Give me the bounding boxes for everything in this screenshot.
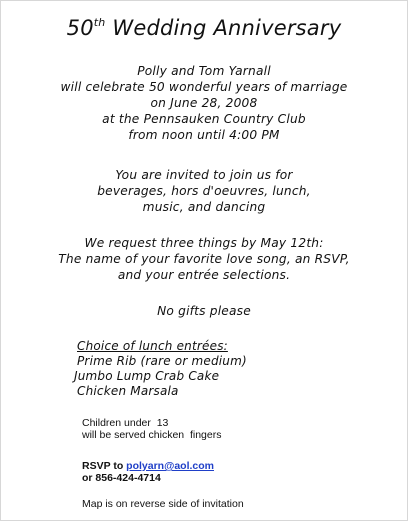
menu-item: Prime Rib (rare or medium) — [77, 354, 247, 368]
children-note-line: Children under 13 — [82, 417, 169, 429]
children-note — [82, 417, 221, 441]
page-title — [1, 15, 407, 41]
request-line: We request three things by May 12th: — [84, 236, 324, 250]
title-ordinal-suffix: th — [93, 16, 106, 29]
menu-item: Chicken Marsala — [77, 384, 179, 398]
menu-item: Jumbo Lump Crab Cake — [74, 369, 220, 383]
invite-line: You are invited to join us for — [115, 168, 293, 182]
entree-menu — [74, 339, 247, 399]
couple-line: will celebrate 50 wonderful years of marriage — [60, 80, 348, 94]
couple-line: Polly and Tom Yarnall — [137, 64, 271, 78]
couple-line: at the Pennsauken Country Club — [102, 112, 306, 126]
rsvp-email-line — [82, 460, 214, 472]
menu-heading: Choice of lunch entrées: — [77, 339, 228, 353]
request-block — [1, 235, 407, 283]
no-gifts-note: No gifts please — [157, 304, 251, 318]
request-line: and your entrée selections. — [117, 268, 291, 282]
invite-line: beverages, hors d'oeuvres, lunch, — [97, 184, 311, 198]
rsvp-label: RSVP to — [82, 460, 127, 472]
rsvp-block — [82, 460, 214, 484]
couple-line: from noon until 4:00 PM — [128, 128, 280, 142]
invite-line: music, and dancing — [142, 200, 266, 214]
invite-block — [1, 167, 407, 215]
couple-block — [1, 63, 407, 143]
rsvp-phone: or 856-424-4714 — [82, 472, 161, 484]
couple-line: on June 28, 2008 — [150, 96, 258, 110]
map-note: Map is on reverse side of invitation — [82, 498, 244, 510]
title-number: 50 — [66, 16, 94, 40]
title-text: Wedding Anniversary — [105, 16, 342, 40]
request-line: The name of your favorite love song, an RSVP, — [58, 252, 350, 266]
children-note-line: will be served chicken fingers — [82, 429, 222, 441]
rsvp-email-link[interactable]: polyarn@aol.com — [126, 460, 214, 472]
